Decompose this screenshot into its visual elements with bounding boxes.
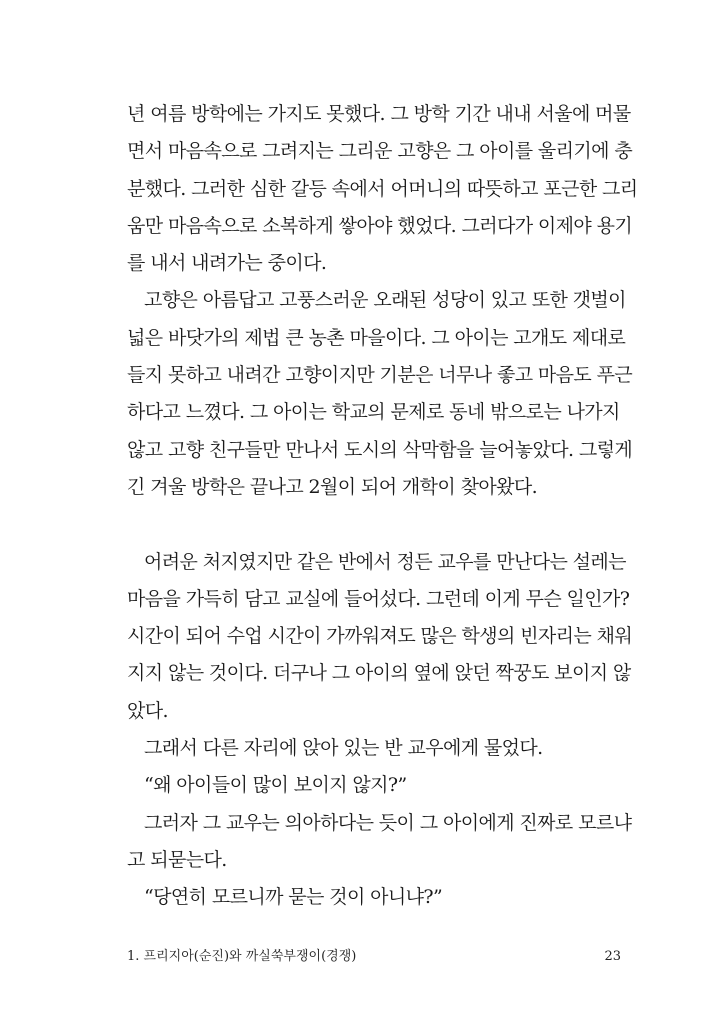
text-line: “당연히 모르니까 묻는 것이 아니냐?” <box>144 886 443 909</box>
chapter-title: 1. 프리지아(순진)와 까실쑥부쟁이(경쟁) <box>127 949 357 964</box>
text-line: 를 내서 내려가는 중이다. <box>127 252 327 275</box>
text-line: 분했다. 그러한 심한 갈등 속에서 어머니의 따뜻하고 포근한 그리 <box>127 177 638 200</box>
text-line: 았다. <box>127 699 168 722</box>
text-line: 년 여름 방학에는 가지도 못했다. 그 방학 기간 내내 서울에 머물 <box>127 103 631 125</box>
text-line: “왜 아이들이 많이 보이지 않지?” <box>144 774 407 797</box>
text-line: 긴 겨울 방학은 끝나고 2월이 되어 개학이 찾아왔다. <box>127 475 538 498</box>
text-line: 않고 고향 친구들만 만나서 도시의 삭막함을 늘어놓았다. 그렇게 <box>127 438 633 461</box>
text-line: 그래서 다른 자리에 앉아 있는 반 교우에게 물었다. <box>144 737 543 760</box>
text-line: 움만 마음속으로 소복하게 쌓아야 했었다. 그러다가 이제야 용기 <box>127 214 633 237</box>
text-line: 넓은 바닷가의 제법 큰 농촌 마을이다. 그 아이는 고개도 제대로 <box>127 326 626 349</box>
blank-line <box>127 506 627 543</box>
text-line: 시간이 되어 수업 시간이 가까워져도 많은 학생의 빈자리는 채워 <box>127 625 633 648</box>
text-line: 지지 않는 것이다. 더구나 그 아이의 옆에 앉던 짝꿍도 보이지 않 <box>127 662 631 685</box>
text-line: 면서 마음속으로 그려지는 그리운 고향은 그 아이를 울리기에 충 <box>127 140 633 163</box>
text-line: 고향은 아름답고 고풍스러운 오래된 성당이 있고 또한 갯벌이 <box>144 289 626 312</box>
text-line: 들지 못하고 내려간 고향이지만 기분은 너무나 좋고 마음도 푸근 <box>127 364 633 387</box>
text-line: 고 되묻는다. <box>127 848 227 871</box>
text-line: 그러자 그 교우는 의아하다는 듯이 그 아이에게 진짜로 모르냐 <box>144 811 632 834</box>
page-number: 23 <box>604 949 621 964</box>
text-line: 하다고 느꼈다. 그 아이는 학교의 문제로 동네 밖으로는 나가지 <box>127 401 620 424</box>
text-line: 마음을 가득히 담고 교실에 들어섰다. 그런데 이게 무슨 일인가? <box>127 587 630 610</box>
text-line: 어려운 처지였지만 같은 반에서 정든 교우를 만난다는 설레는 <box>144 550 626 573</box>
body-text <box>127 96 638 917</box>
